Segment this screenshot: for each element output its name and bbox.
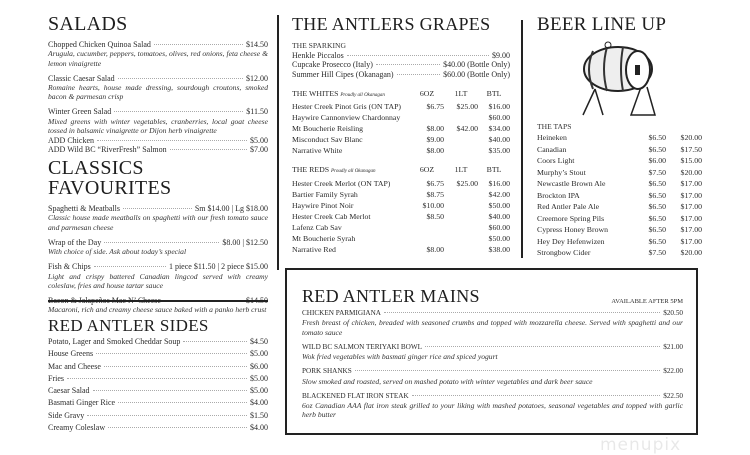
item-price: $11.50 xyxy=(246,107,268,117)
item-description: Mixed greens with winter vegetables, cranberries, local goat cheese tossed in balsamic vinaigrette or Dijon herb vinaigrette xyxy=(48,116,268,135)
list-item xyxy=(537,213,702,225)
item-price: 1 piece $11.50 | 2 piece $15.00 xyxy=(168,262,268,272)
item-row xyxy=(48,74,268,83)
list-item xyxy=(48,145,268,154)
list-item xyxy=(48,107,268,135)
item-name: Narrative Red xyxy=(292,245,336,255)
item-price-p6 xyxy=(410,222,444,233)
list-item xyxy=(537,144,702,156)
item-price-pb: $50.00 xyxy=(488,200,510,210)
dot-leader xyxy=(87,415,247,416)
item-description: Light and crispy battered Canadian lingcod served with creamy coleslaw, fries and house tartar sauce xyxy=(48,271,268,290)
wine-title: THE ANTLERS GRAPES xyxy=(292,14,491,34)
list-item xyxy=(302,367,683,386)
item-name: Side Gravy xyxy=(48,410,85,420)
item-price: $1.50 xyxy=(250,410,268,420)
item-row xyxy=(48,385,268,397)
list-item xyxy=(292,145,510,156)
item-name: Lafenz Cab Sav xyxy=(292,222,342,232)
item-row xyxy=(48,373,268,385)
item-name: Potato, Lager and Smoked Cheddar Soup xyxy=(48,337,181,346)
glass-price: $6.50 xyxy=(648,236,666,246)
item-price-p1 xyxy=(444,211,478,222)
whites-header xyxy=(292,88,510,101)
item-price-p6: $9.00 xyxy=(426,135,444,145)
dot-leader xyxy=(183,341,247,342)
col-6oz: 6OZ xyxy=(419,88,435,98)
list-item xyxy=(292,189,510,200)
reds-header xyxy=(292,164,510,177)
item-name: Creemore Spring Pils xyxy=(537,213,605,223)
jug-price: $17.00 xyxy=(680,190,702,200)
dot-leader xyxy=(397,74,441,75)
list-item xyxy=(537,155,702,167)
item-price-p1 xyxy=(444,200,478,211)
jug-price: $17.00 xyxy=(680,236,702,246)
item-description: Romaine hearts, house made dressing, sourdough croutons, smoked bacon & parmesan crisp xyxy=(48,83,268,102)
item-price: $60.00 (Bottle Only) xyxy=(443,69,510,79)
dot-leader xyxy=(118,78,243,79)
item-price-p1 xyxy=(444,222,478,233)
dot-leader xyxy=(355,370,661,371)
dot-leader xyxy=(104,242,219,243)
item-price-pb: $35.00 xyxy=(488,146,510,156)
item-name: Hester Creek Pinot Gris (ON TAP) xyxy=(292,101,402,111)
item-name: Fries xyxy=(48,373,64,383)
dot-leader xyxy=(67,378,247,379)
item-name: PORK SHANKS xyxy=(302,367,352,376)
divider xyxy=(48,300,268,302)
list-item xyxy=(292,233,510,244)
item-price: $8.00 | $12.50 xyxy=(222,237,268,247)
col-1lt: 1LT xyxy=(454,88,468,98)
glass-price: $6.00 xyxy=(648,156,666,165)
item-price-p6: $8.50 xyxy=(426,211,444,221)
item-description: Classic house made meatballs on spaghetti with our fresh tomato sauce and parmesan cheese xyxy=(48,213,268,232)
item-row xyxy=(48,422,268,434)
glass-price: $6.50 xyxy=(648,213,666,223)
dot-leader xyxy=(108,427,247,428)
item-name: Haywire Cannonview Chardonnay xyxy=(292,113,401,123)
item-name: Hester Creek Merlot (ON TAP) xyxy=(292,178,391,188)
list-item xyxy=(48,397,268,409)
item-name: Hester Creek Cab Merlot xyxy=(292,211,371,221)
list-item xyxy=(537,178,702,190)
dot-leader xyxy=(425,346,660,347)
item-name: Hey Dey Hefenwizen xyxy=(537,236,605,246)
item-name: Spaghetti & Meatballs xyxy=(48,204,120,213)
list-item xyxy=(48,74,268,102)
whites-label: THE WHITES xyxy=(292,88,339,98)
item-price-pb: $16.00 xyxy=(488,178,510,188)
list-item xyxy=(537,224,702,236)
item-price-pb: $40.00 xyxy=(488,135,510,145)
item-row xyxy=(48,136,268,145)
barrel-icon xyxy=(573,37,663,117)
col-btl: BTL xyxy=(486,88,502,98)
item-name: Misconduct Sav Blanc xyxy=(292,135,363,145)
item-description: Wok fried vegetables with basmati ginger rice and spiced yogurt xyxy=(302,352,498,361)
item-name: Bartier Family Syrah xyxy=(292,189,358,199)
item-price-pb: $60.00 xyxy=(488,113,510,123)
item-name: Haywire Pinot Noir xyxy=(292,200,354,210)
item-price-p6 xyxy=(410,112,444,123)
item-price-p6 xyxy=(410,233,444,244)
item-description: 6oz Canadian AAA flat iron steak grilled to your liking with mashed potatoes, seasonal vegetables and topped with garlic herb butter xyxy=(302,401,683,420)
jug-price: $15.00 xyxy=(680,156,702,165)
item-price-p1: $42.00 xyxy=(456,124,478,134)
item-price: $6.00 xyxy=(250,361,268,371)
item-name: Classic Caesar Salad xyxy=(48,73,115,83)
col-6oz: 6OZ xyxy=(419,165,435,175)
item-row xyxy=(48,40,268,49)
item-name: WILD BC SALMON TERIYAKI BOWL xyxy=(302,342,423,351)
item-name: Strongbow Cider xyxy=(537,248,591,257)
item-price-p1 xyxy=(444,244,478,255)
list-item xyxy=(292,51,510,60)
item-row xyxy=(48,410,268,422)
mains-availability: AVAILABLE AFTER 5PM xyxy=(611,298,683,305)
item-row xyxy=(48,361,268,373)
list-item xyxy=(48,361,268,373)
item-price-p1 xyxy=(444,233,478,244)
dot-leader xyxy=(93,390,247,391)
item-description: Macaroni, rich and creamy cheese sauce baked with a panko herb crust xyxy=(48,305,267,315)
item-name: BLACKENED FLAT IRON STEAK xyxy=(302,391,409,400)
item-price: $12.00 xyxy=(246,73,268,83)
list-item xyxy=(537,132,702,144)
item-row xyxy=(48,348,268,360)
list-item xyxy=(292,211,510,222)
list-item xyxy=(302,343,683,362)
item-name: Coors Light xyxy=(537,156,575,165)
list-item xyxy=(48,238,268,257)
item-row xyxy=(48,397,268,409)
sides-title: RED ANTLER SIDES xyxy=(48,316,209,335)
beer-title: BEER LINE UP xyxy=(537,14,667,35)
list-item xyxy=(48,204,268,232)
item-price: $20.50 xyxy=(663,309,683,317)
list-item xyxy=(292,60,510,69)
item-row xyxy=(48,107,268,116)
item-price: $7.00 xyxy=(250,145,268,155)
dot-leader xyxy=(154,44,243,45)
glass-price: $6.50 xyxy=(648,133,666,142)
salads-title: SALADS xyxy=(48,13,128,35)
dot-leader xyxy=(104,366,247,367)
item-row xyxy=(292,51,510,60)
item-price: $21.00 xyxy=(663,342,683,351)
watermark: menupix xyxy=(600,435,682,455)
item-row xyxy=(302,309,683,318)
jug-price: $17.00 xyxy=(680,225,702,234)
list-item xyxy=(292,112,510,123)
item-row xyxy=(48,336,268,348)
item-price-p6: $8.00 xyxy=(426,146,444,156)
item-name: Mac and Cheese xyxy=(48,361,101,371)
divider xyxy=(277,15,279,270)
list-item xyxy=(292,70,510,79)
dot-leader xyxy=(384,312,660,313)
item-price: $14.50 xyxy=(246,40,268,49)
dot-leader xyxy=(347,55,489,56)
item-price: $40.00 (Bottle Only) xyxy=(443,60,510,70)
glass-price: $6.50 xyxy=(648,202,666,211)
item-name: Mt Boucherie Reisling xyxy=(292,124,364,134)
list-item xyxy=(292,134,510,145)
item-description: Fresh breast of chicken, breaded with seasoned crumbs and topped with mozzarella cheese. Served with spaghetti and our tomato sauce xyxy=(302,318,683,337)
item-description: Arugula, cucumber, peppers, tomatoes, olives, red onions, feta cheese & lemon vinaigrette xyxy=(48,49,268,68)
glass-price: $7.50 xyxy=(648,167,666,177)
list-item xyxy=(48,410,268,422)
list-item xyxy=(292,222,510,233)
dot-leader xyxy=(114,111,243,112)
item-price: $5.00 xyxy=(250,349,268,359)
item-price-p1 xyxy=(444,145,478,156)
dot-leader xyxy=(376,64,440,65)
list-item xyxy=(292,200,510,211)
item-name: Summer Hill Cipes (Okanagan) xyxy=(292,69,394,79)
item-name: Cupcake Prosecco (Italy) xyxy=(292,60,373,70)
item-row xyxy=(292,70,510,79)
glass-price: $6.50 xyxy=(648,225,666,234)
dot-leader xyxy=(96,353,247,354)
list-item xyxy=(48,40,268,68)
item-name: Mt Boucherie Syrah xyxy=(292,234,356,244)
list-item xyxy=(302,309,683,337)
item-name: CHICKEN PARMIGIANA xyxy=(302,309,382,317)
item-price-p1: $25.00 xyxy=(456,178,478,188)
list-item xyxy=(292,123,510,134)
list-item xyxy=(48,348,268,360)
item-price-p6: $6.75 xyxy=(426,178,444,188)
item-price-p6: $8.00 xyxy=(426,124,444,134)
item-name: Murphy’s Stout xyxy=(537,167,586,177)
taps-label: THE TAPS xyxy=(537,122,572,131)
list-item xyxy=(537,190,702,202)
item-price-p6: $6.75 xyxy=(426,101,444,111)
mains-section xyxy=(285,268,698,435)
item-price: $5.00 xyxy=(250,373,268,383)
item-name: Fish & Chips xyxy=(48,262,91,272)
item-name: Henkle Piccalos xyxy=(292,51,344,60)
item-description: With choice of side. Ask about today’s special xyxy=(48,247,187,256)
item-name: Wrap of the Day xyxy=(48,237,102,247)
reds-label: THE REDS xyxy=(292,165,330,175)
item-name: Basmati Ginger Rice xyxy=(48,398,116,408)
list-item xyxy=(48,262,268,290)
jug-price: $17.00 xyxy=(680,213,702,223)
list-item xyxy=(48,373,268,385)
item-price: $4.00 xyxy=(250,398,268,408)
item-row xyxy=(302,343,683,352)
item-price: Sm $14.00 | Lg $18.00 xyxy=(194,204,268,213)
item-price: $22.00 xyxy=(663,367,683,376)
item-price-p6: $8.75 xyxy=(426,189,444,199)
item-price: $4.50 xyxy=(250,337,268,346)
glass-price: $7.50 xyxy=(648,248,666,257)
dot-leader xyxy=(97,140,247,141)
item-name: Heineken xyxy=(537,133,567,142)
dot-leader xyxy=(123,208,192,209)
item-price-pb: $16.00 xyxy=(488,101,510,111)
item-name: Red Antler Pale Ale xyxy=(537,202,600,211)
item-price-pb: $42.00 xyxy=(488,189,510,199)
glass-price: $6.50 xyxy=(648,190,666,200)
list-item xyxy=(48,422,268,434)
item-name: Winter Green Salad xyxy=(48,107,112,117)
list-item xyxy=(48,296,268,315)
mains-title: RED ANTLER MAINS xyxy=(302,286,480,306)
item-price-p6: $10.00 xyxy=(422,200,444,210)
jug-price: $20.00 xyxy=(680,133,702,142)
item-name: ADD Chicken xyxy=(48,136,94,146)
item-name: Brockton IPA xyxy=(537,190,580,200)
item-price-p6: $8.00 xyxy=(426,245,444,255)
item-name: Canadian xyxy=(537,144,567,154)
item-row xyxy=(48,238,268,247)
dot-leader xyxy=(118,402,247,403)
list-item xyxy=(537,247,702,259)
whites-note: Proudly all Okanagan xyxy=(340,92,385,98)
list-item xyxy=(302,392,683,420)
item-price: $9.00 xyxy=(492,51,510,60)
item-name: Cypress Honey Brown xyxy=(537,225,609,234)
item-price: $22.50 xyxy=(663,391,683,400)
item-row xyxy=(48,204,268,213)
reds-note: Proudly all Okanagan xyxy=(331,169,376,175)
item-price: $4.00 xyxy=(250,423,268,433)
item-name: Caesar Salad xyxy=(48,386,90,396)
jug-price: $20.00 xyxy=(680,167,702,177)
item-row xyxy=(302,392,683,401)
item-price: $5.00 xyxy=(250,136,268,146)
list-item xyxy=(48,136,268,145)
item-price-p1 xyxy=(444,134,478,145)
dot-leader xyxy=(94,266,166,267)
divider xyxy=(521,20,523,258)
jug-price: $17.00 xyxy=(680,202,702,211)
item-row xyxy=(302,367,683,376)
list-item xyxy=(537,167,702,179)
beer-section xyxy=(537,15,702,259)
item-name: Newcastle Brown Ale xyxy=(537,179,606,188)
col-btl: BTL xyxy=(486,165,502,175)
item-name: House Greens xyxy=(48,349,94,359)
item-price-pb: $60.00 xyxy=(488,222,510,232)
item-price-pb: $38.00 xyxy=(488,245,510,255)
item-price-pb: $34.00 xyxy=(488,124,510,134)
jug-price: $17.00 xyxy=(680,179,702,188)
item-price-p1 xyxy=(444,112,478,123)
item-name: Narrative White xyxy=(292,146,343,156)
classics-section xyxy=(48,158,268,320)
jug-price: $20.00 xyxy=(680,248,702,257)
item-price-p1 xyxy=(444,189,478,200)
item-price-p1: $25.00 xyxy=(456,101,478,111)
item-row xyxy=(48,262,268,271)
list-item xyxy=(292,101,510,112)
list-item xyxy=(537,236,702,248)
list-item xyxy=(292,178,510,189)
dot-leader xyxy=(412,395,661,396)
item-name: ADD Wild BC “RiverFresh” Salmon xyxy=(48,145,167,155)
jug-price: $17.50 xyxy=(680,144,702,154)
wine-section xyxy=(292,15,510,255)
item-price-pb: $40.00 xyxy=(488,211,510,221)
glass-price: $6.50 xyxy=(648,144,666,154)
item-price: $5.00 xyxy=(250,386,268,396)
salads-section xyxy=(48,14,268,155)
glass-price: $6.50 xyxy=(648,179,666,188)
list-item xyxy=(292,244,510,255)
sides-section xyxy=(48,317,268,434)
classics-title: CLASSICS FAVOURITES xyxy=(48,157,172,199)
sparkling-label: THE SPARKING xyxy=(292,41,346,50)
item-row xyxy=(48,145,268,154)
item-name: Creamy Coleslaw xyxy=(48,423,106,433)
list-item xyxy=(48,336,268,348)
col-1lt: 1LT xyxy=(454,165,468,175)
item-row xyxy=(292,60,510,69)
dot-leader xyxy=(170,149,247,150)
item-price-pb: $50.00 xyxy=(488,234,510,244)
item-description: Slow smoked and roasted, served on mashed potato with winter vegetables and dark beer sauce xyxy=(302,376,593,386)
list-item xyxy=(537,201,702,213)
item-name: Chopped Chicken Quinoa Salad xyxy=(48,40,151,49)
list-item xyxy=(48,385,268,397)
